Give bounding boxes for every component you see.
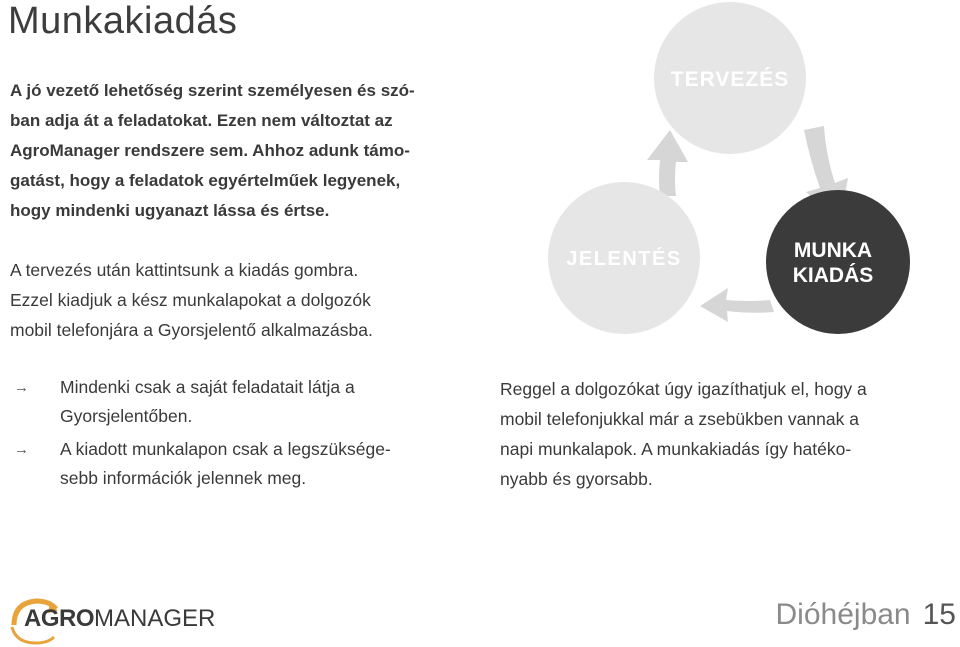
intro-paragraph bbox=[10, 76, 450, 226]
page-number: 15 bbox=[922, 598, 956, 631]
body-line: Ezzel kiadjuk a kész munkalapokat a dolgozók bbox=[10, 290, 371, 310]
bullet-list bbox=[14, 373, 464, 497]
right-line: nyabb és gyorsabb. bbox=[500, 469, 653, 489]
right-line: Reggel a dolgozókat úgy igazíthatjuk el, hogy a bbox=[500, 379, 867, 399]
section-name: Dióhéjban bbox=[775, 598, 911, 631]
arrow-left-to-top bbox=[647, 130, 688, 196]
logo-wordmark bbox=[24, 605, 215, 633]
body-paragraph bbox=[10, 255, 470, 345]
right-paragraph bbox=[500, 374, 950, 494]
right-line: mobil telefonjukkal már a zsebükben vannak a bbox=[500, 409, 859, 429]
arrow-right-to-left bbox=[700, 288, 774, 322]
arrow-right-icon: → bbox=[14, 441, 29, 458]
circle-munkakiadas bbox=[766, 190, 910, 334]
footer-section bbox=[776, 598, 956, 632]
cycle-diagram bbox=[548, 0, 960, 340]
logo-agro: AGRO bbox=[24, 605, 94, 632]
label-kiadas: KIADÁS bbox=[792, 264, 874, 287]
bullet-item bbox=[14, 373, 464, 431]
intro-line: AgroManager rendszere sem. Ahhoz adunk támo- bbox=[10, 141, 410, 160]
intro-line: hogy mindenki ugyanazt lássa és értse. bbox=[10, 201, 330, 220]
label-tervezes: TERVEZÉS bbox=[670, 68, 790, 91]
bullet-line: Gyorsjelentőben. bbox=[60, 406, 193, 426]
bullet-line: sebb információk jelennek meg. bbox=[60, 468, 307, 488]
label-jelentes: JELENTÉS bbox=[566, 248, 682, 270]
body-line: A tervezés után kattintsunk a kiadás gombra. bbox=[10, 260, 359, 280]
arrow-right-icon: → bbox=[14, 379, 29, 396]
logo-manager: MANAGER bbox=[94, 605, 216, 632]
right-line: napi munkalapok. A munkakiadás így hatéko- bbox=[500, 439, 852, 459]
page-title: Munkakiadás bbox=[8, 0, 238, 42]
intro-line: A jó vezető lehetőség szerint személyesen és szó- bbox=[10, 81, 415, 100]
bullet-item bbox=[14, 435, 464, 493]
body-line: mobil telefonjára a Gyorsjelentő alkalmazásba. bbox=[10, 320, 373, 340]
intro-line: gatást, hogy a feladatok egyértelműek legyenek, bbox=[10, 171, 401, 190]
bullet-line: A kiadott munkalapon csak a legszüksége- bbox=[60, 439, 391, 459]
intro-line: ban adja át a feladatokat. Ezen nem változtat az bbox=[10, 111, 393, 130]
label-munka: MUNKA bbox=[793, 239, 873, 262]
bullet-line: Mindenki csak a saját feladatait látja a bbox=[60, 377, 355, 397]
